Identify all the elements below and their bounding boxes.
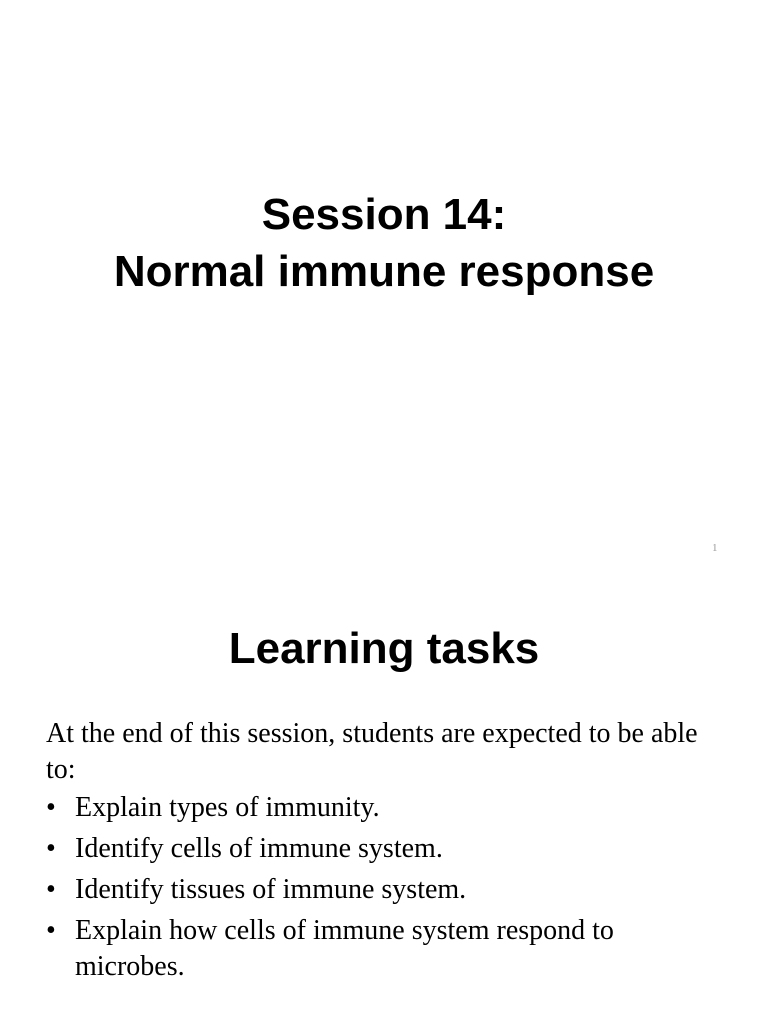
- task-item: [46, 913, 726, 985]
- bullet-icon: •: [46, 874, 56, 905]
- slide-title: [0, 186, 768, 300]
- task-list: [46, 790, 726, 985]
- task-item: [46, 831, 726, 867]
- bullet-icon: •: [46, 792, 56, 823]
- task-text: Explain how cells of immune system respond to microbes.: [75, 915, 614, 982]
- slide-body: [46, 716, 726, 990]
- task-text: Identify tissues of immune system.: [75, 874, 467, 905]
- intro-text: At the end of this session, students are expected to be able to:: [46, 718, 698, 785]
- task-text: Explain types of immunity.: [75, 792, 380, 823]
- page-number: 1: [712, 542, 718, 554]
- task-text: Identify cells of immune system.: [75, 833, 443, 864]
- bullet-icon: •: [46, 833, 56, 864]
- title-line-session: Session 14:: [261, 190, 507, 239]
- task-item: [46, 790, 726, 826]
- slide-heading: Learning tasks: [228, 624, 540, 673]
- task-item: [46, 872, 726, 908]
- bullet-icon: •: [46, 915, 56, 946]
- title-line-topic: Normal immune response: [113, 247, 655, 296]
- slide-learning-tasks: [0, 576, 768, 1024]
